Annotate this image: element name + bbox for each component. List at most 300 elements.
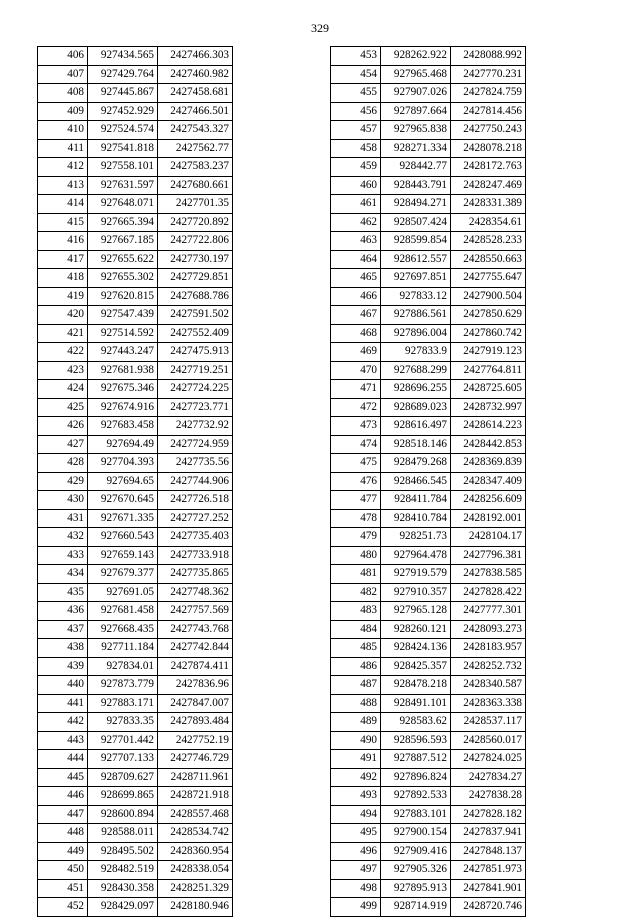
x-coordinate-cell: 927711.184 bbox=[88, 639, 158, 658]
y-coordinate-cell: 2427723.771 bbox=[158, 398, 233, 417]
point-number-cell: 440 bbox=[38, 676, 88, 695]
table-row bbox=[38, 620, 233, 639]
x-coordinate-cell: 927659.143 bbox=[88, 546, 158, 565]
y-coordinate-cell: 2427836.96 bbox=[158, 676, 233, 695]
point-number-cell: 496 bbox=[331, 842, 381, 861]
point-number-cell: 468 bbox=[331, 324, 381, 343]
point-number-cell: 414 bbox=[38, 195, 88, 214]
y-coordinate-cell: 2427729.851 bbox=[158, 269, 233, 288]
point-number-cell: 430 bbox=[38, 491, 88, 510]
x-coordinate-cell: 928491.101 bbox=[381, 694, 451, 713]
point-number-cell: 497 bbox=[331, 861, 381, 880]
table-row bbox=[38, 250, 233, 269]
point-number-cell: 446 bbox=[38, 787, 88, 806]
point-number-cell: 445 bbox=[38, 768, 88, 787]
y-coordinate-cell: 2427724.959 bbox=[158, 435, 233, 454]
x-coordinate-cell: 927631.597 bbox=[88, 176, 158, 195]
x-coordinate-cell: 928583.62 bbox=[381, 713, 451, 732]
x-coordinate-cell: 928424.136 bbox=[381, 639, 451, 658]
table-row bbox=[331, 768, 526, 787]
y-coordinate-cell: 2427851.973 bbox=[451, 861, 526, 880]
table-row bbox=[38, 158, 233, 177]
x-coordinate-cell: 928466.545 bbox=[381, 472, 451, 491]
y-coordinate-cell: 2427730.197 bbox=[158, 250, 233, 269]
x-coordinate-cell: 928482.519 bbox=[88, 861, 158, 880]
point-number-cell: 437 bbox=[38, 620, 88, 639]
table-row bbox=[38, 361, 233, 380]
x-coordinate-cell: 927907.026 bbox=[381, 84, 451, 103]
y-coordinate-cell: 2427900.504 bbox=[451, 287, 526, 306]
point-number-cell: 474 bbox=[331, 435, 381, 454]
x-coordinate-cell: 927524.574 bbox=[88, 121, 158, 140]
table-row bbox=[331, 509, 526, 528]
table-row bbox=[331, 102, 526, 121]
y-coordinate-cell: 2427688.786 bbox=[158, 287, 233, 306]
table-row bbox=[38, 583, 233, 602]
x-coordinate-cell: 928262.922 bbox=[381, 47, 451, 66]
x-coordinate-cell: 928429.097 bbox=[88, 898, 158, 917]
point-number-cell: 464 bbox=[331, 250, 381, 269]
x-coordinate-cell: 927895.913 bbox=[381, 879, 451, 898]
y-coordinate-cell: 2427680.661 bbox=[158, 176, 233, 195]
point-number-cell: 449 bbox=[38, 842, 88, 861]
x-coordinate-cell: 927429.764 bbox=[88, 65, 158, 84]
point-number-cell: 451 bbox=[38, 879, 88, 898]
table-row bbox=[38, 639, 233, 658]
y-coordinate-cell: 2428560.017 bbox=[451, 731, 526, 750]
point-number-cell: 409 bbox=[38, 102, 88, 121]
point-number-cell: 429 bbox=[38, 472, 88, 491]
y-coordinate-cell: 2427837.941 bbox=[451, 824, 526, 843]
y-coordinate-cell: 2428360.954 bbox=[158, 842, 233, 861]
y-coordinate-cell: 2428088.992 bbox=[451, 47, 526, 66]
y-coordinate-cell: 2427744.906 bbox=[158, 472, 233, 491]
x-coordinate-cell: 927883.101 bbox=[381, 805, 451, 824]
table-row bbox=[38, 546, 233, 565]
x-coordinate-cell: 927704.393 bbox=[88, 454, 158, 473]
y-coordinate-cell: 2428354.61 bbox=[451, 213, 526, 232]
y-coordinate-cell: 2427720.892 bbox=[158, 213, 233, 232]
x-coordinate-cell: 927679.377 bbox=[88, 565, 158, 584]
x-coordinate-cell: 928714.919 bbox=[381, 898, 451, 917]
table-row bbox=[331, 287, 526, 306]
x-coordinate-cell: 928479.268 bbox=[381, 454, 451, 473]
point-number-cell: 477 bbox=[331, 491, 381, 510]
table-row bbox=[38, 324, 233, 343]
table-row bbox=[331, 343, 526, 362]
table-row bbox=[331, 861, 526, 880]
x-coordinate-cell: 927892.533 bbox=[381, 787, 451, 806]
x-coordinate-cell: 928478.218 bbox=[381, 676, 451, 695]
x-coordinate-cell: 928612.557 bbox=[381, 250, 451, 269]
y-coordinate-cell: 2428093.273 bbox=[451, 620, 526, 639]
table-row bbox=[38, 380, 233, 399]
table-row bbox=[331, 306, 526, 325]
table-row bbox=[331, 65, 526, 84]
point-number-cell: 460 bbox=[331, 176, 381, 195]
y-coordinate-cell: 2428338.054 bbox=[158, 861, 233, 880]
y-coordinate-cell: 2428537.117 bbox=[451, 713, 526, 732]
table-row bbox=[331, 269, 526, 288]
table-row bbox=[38, 398, 233, 417]
point-number-cell: 490 bbox=[331, 731, 381, 750]
table-row bbox=[38, 417, 233, 436]
x-coordinate-cell: 928443.791 bbox=[381, 176, 451, 195]
y-coordinate-cell: 2427828.422 bbox=[451, 583, 526, 602]
y-coordinate-cell: 2428557.468 bbox=[158, 805, 233, 824]
y-coordinate-cell: 2427770.231 bbox=[451, 65, 526, 84]
point-number-cell: 470 bbox=[331, 361, 381, 380]
table-row bbox=[331, 620, 526, 639]
table-row bbox=[331, 417, 526, 436]
table-row bbox=[38, 509, 233, 528]
table-row bbox=[38, 713, 233, 732]
y-coordinate-cell: 2427828.182 bbox=[451, 805, 526, 824]
y-coordinate-cell: 2427722.806 bbox=[158, 232, 233, 251]
x-coordinate-cell: 927965.468 bbox=[381, 65, 451, 84]
table-row bbox=[331, 250, 526, 269]
x-coordinate-cell: 927909.416 bbox=[381, 842, 451, 861]
x-coordinate-cell: 927452.929 bbox=[88, 102, 158, 121]
y-coordinate-cell: 2427735.56 bbox=[158, 454, 233, 473]
table-row bbox=[38, 805, 233, 824]
point-number-cell: 418 bbox=[38, 269, 88, 288]
y-coordinate-cell: 2428252.732 bbox=[451, 657, 526, 676]
x-coordinate-cell: 928251.73 bbox=[381, 528, 451, 547]
y-coordinate-cell: 2428363.338 bbox=[451, 694, 526, 713]
point-number-cell: 469 bbox=[331, 343, 381, 362]
table-row bbox=[38, 824, 233, 843]
y-coordinate-cell: 2428340.587 bbox=[451, 676, 526, 695]
point-number-cell: 408 bbox=[38, 84, 88, 103]
y-coordinate-cell: 2427814.456 bbox=[451, 102, 526, 121]
y-coordinate-cell: 2427543.327 bbox=[158, 121, 233, 140]
x-coordinate-cell: 928495.502 bbox=[88, 842, 158, 861]
y-coordinate-cell: 2428732.997 bbox=[451, 398, 526, 417]
y-coordinate-cell: 2427848.137 bbox=[451, 842, 526, 861]
y-coordinate-cell: 2427735.865 bbox=[158, 565, 233, 584]
point-number-cell: 415 bbox=[38, 213, 88, 232]
x-coordinate-cell: 927675.346 bbox=[88, 380, 158, 399]
y-coordinate-cell: 2427850.629 bbox=[451, 306, 526, 325]
x-coordinate-cell: 927620.815 bbox=[88, 287, 158, 306]
x-coordinate-cell: 927668.435 bbox=[88, 620, 158, 639]
x-coordinate-cell: 927910.357 bbox=[381, 583, 451, 602]
table-row bbox=[331, 898, 526, 917]
x-coordinate-cell: 927514.592 bbox=[88, 324, 158, 343]
y-coordinate-cell: 2427732.92 bbox=[158, 417, 233, 436]
point-number-cell: 495 bbox=[331, 824, 381, 843]
y-coordinate-cell: 2428104.17 bbox=[451, 528, 526, 547]
table-row bbox=[38, 454, 233, 473]
y-coordinate-cell: 2427834.27 bbox=[451, 768, 526, 787]
table-row bbox=[331, 879, 526, 898]
table-row bbox=[38, 565, 233, 584]
point-number-cell: 428 bbox=[38, 454, 88, 473]
table-row bbox=[38, 343, 233, 362]
x-coordinate-cell: 928410.784 bbox=[381, 509, 451, 528]
x-coordinate-cell: 928260.121 bbox=[381, 620, 451, 639]
y-coordinate-cell: 2427719.251 bbox=[158, 361, 233, 380]
x-coordinate-cell: 928689.023 bbox=[381, 398, 451, 417]
x-coordinate-cell: 927691.05 bbox=[88, 583, 158, 602]
point-number-cell: 436 bbox=[38, 602, 88, 621]
table-row bbox=[38, 269, 233, 288]
point-number-cell: 453 bbox=[331, 47, 381, 66]
x-coordinate-cell: 928588.011 bbox=[88, 824, 158, 843]
point-number-cell: 454 bbox=[331, 65, 381, 84]
point-number-cell: 492 bbox=[331, 768, 381, 787]
point-number-cell: 486 bbox=[331, 657, 381, 676]
point-number-cell: 478 bbox=[331, 509, 381, 528]
point-number-cell: 448 bbox=[38, 824, 88, 843]
x-coordinate-cell: 927833.35 bbox=[88, 713, 158, 732]
point-number-cell: 413 bbox=[38, 176, 88, 195]
x-coordinate-cell: 928430.358 bbox=[88, 879, 158, 898]
y-coordinate-cell: 2428347.409 bbox=[451, 472, 526, 491]
point-number-cell: 467 bbox=[331, 306, 381, 325]
point-number-cell: 456 bbox=[331, 102, 381, 121]
x-coordinate-cell: 927965.128 bbox=[381, 602, 451, 621]
point-number-cell: 479 bbox=[331, 528, 381, 547]
table-row bbox=[38, 676, 233, 695]
x-coordinate-cell: 927886.561 bbox=[381, 306, 451, 325]
y-coordinate-cell: 2428534.742 bbox=[158, 824, 233, 843]
x-coordinate-cell: 927688.299 bbox=[381, 361, 451, 380]
y-coordinate-cell: 2428180.946 bbox=[158, 898, 233, 917]
point-number-cell: 458 bbox=[331, 139, 381, 158]
y-coordinate-cell: 2428172.763 bbox=[451, 158, 526, 177]
point-number-cell: 406 bbox=[38, 47, 88, 66]
table-row bbox=[38, 694, 233, 713]
point-number-cell: 411 bbox=[38, 139, 88, 158]
y-coordinate-cell: 2428256.609 bbox=[451, 491, 526, 510]
table-row bbox=[38, 768, 233, 787]
point-number-cell: 420 bbox=[38, 306, 88, 325]
point-number-cell: 457 bbox=[331, 121, 381, 140]
point-number-cell: 441 bbox=[38, 694, 88, 713]
table-row bbox=[331, 565, 526, 584]
point-number-cell: 407 bbox=[38, 65, 88, 84]
x-coordinate-cell: 927681.458 bbox=[88, 602, 158, 621]
point-number-cell: 452 bbox=[38, 898, 88, 917]
x-coordinate-cell: 927667.185 bbox=[88, 232, 158, 251]
x-coordinate-cell: 927883.171 bbox=[88, 694, 158, 713]
coordinates-table-left bbox=[37, 46, 233, 917]
table-row bbox=[38, 306, 233, 325]
table-row bbox=[331, 361, 526, 380]
point-number-cell: 489 bbox=[331, 713, 381, 732]
point-number-cell: 491 bbox=[331, 750, 381, 769]
y-coordinate-cell: 2427824.025 bbox=[451, 750, 526, 769]
point-number-cell: 416 bbox=[38, 232, 88, 251]
y-coordinate-cell: 2428721.918 bbox=[158, 787, 233, 806]
y-coordinate-cell: 2428442.853 bbox=[451, 435, 526, 454]
y-coordinate-cell: 2428725.605 bbox=[451, 380, 526, 399]
x-coordinate-cell: 927896.004 bbox=[381, 324, 451, 343]
table-row bbox=[38, 121, 233, 140]
table-row bbox=[331, 824, 526, 843]
y-coordinate-cell: 2427893.484 bbox=[158, 713, 233, 732]
table-row bbox=[38, 102, 233, 121]
table-row bbox=[38, 861, 233, 880]
point-number-cell: 471 bbox=[331, 380, 381, 399]
x-coordinate-cell: 928411.784 bbox=[381, 491, 451, 510]
point-number-cell: 472 bbox=[331, 398, 381, 417]
y-coordinate-cell: 2427755.647 bbox=[451, 269, 526, 288]
x-coordinate-cell: 927965.838 bbox=[381, 121, 451, 140]
x-coordinate-cell: 928600.894 bbox=[88, 805, 158, 824]
x-coordinate-cell: 928507.424 bbox=[381, 213, 451, 232]
point-number-cell: 421 bbox=[38, 324, 88, 343]
y-coordinate-cell: 2428183.957 bbox=[451, 639, 526, 658]
y-coordinate-cell: 2427748.362 bbox=[158, 583, 233, 602]
x-coordinate-cell: 928616.497 bbox=[381, 417, 451, 436]
x-coordinate-cell: 928271.334 bbox=[381, 139, 451, 158]
point-number-cell: 438 bbox=[38, 639, 88, 658]
y-coordinate-cell: 2427475.913 bbox=[158, 343, 233, 362]
table-row bbox=[331, 232, 526, 251]
table-row bbox=[38, 195, 233, 214]
table-row bbox=[38, 602, 233, 621]
x-coordinate-cell: 927964.478 bbox=[381, 546, 451, 565]
point-number-cell: 450 bbox=[38, 861, 88, 880]
y-coordinate-cell: 2428528.233 bbox=[451, 232, 526, 251]
table-row bbox=[331, 602, 526, 621]
x-coordinate-cell: 927655.622 bbox=[88, 250, 158, 269]
x-coordinate-cell: 927434.565 bbox=[88, 47, 158, 66]
table-row bbox=[38, 787, 233, 806]
point-number-cell: 482 bbox=[331, 583, 381, 602]
table-row bbox=[38, 84, 233, 103]
y-coordinate-cell: 2427733.918 bbox=[158, 546, 233, 565]
x-coordinate-cell: 927443.247 bbox=[88, 343, 158, 362]
y-coordinate-cell: 2427796.381 bbox=[451, 546, 526, 565]
table-row bbox=[331, 398, 526, 417]
y-coordinate-cell: 2427735.403 bbox=[158, 528, 233, 547]
x-coordinate-cell: 927707.133 bbox=[88, 750, 158, 769]
x-coordinate-cell: 928596.593 bbox=[381, 731, 451, 750]
x-coordinate-cell: 927873.779 bbox=[88, 676, 158, 695]
table-row bbox=[331, 158, 526, 177]
y-coordinate-cell: 2427466.303 bbox=[158, 47, 233, 66]
table-row bbox=[331, 121, 526, 140]
point-number-cell: 475 bbox=[331, 454, 381, 473]
table-row bbox=[38, 472, 233, 491]
table-row bbox=[331, 676, 526, 695]
y-coordinate-cell: 2428247.469 bbox=[451, 176, 526, 195]
x-coordinate-cell: 927445.867 bbox=[88, 84, 158, 103]
x-coordinate-cell: 927547.439 bbox=[88, 306, 158, 325]
page-number: 329 bbox=[311, 21, 329, 35]
x-coordinate-cell: 927896.824 bbox=[381, 768, 451, 787]
x-coordinate-cell: 927694.49 bbox=[88, 435, 158, 454]
x-coordinate-cell: 927541.818 bbox=[88, 139, 158, 158]
table-row bbox=[331, 583, 526, 602]
x-coordinate-cell: 927694.65 bbox=[88, 472, 158, 491]
y-coordinate-cell: 2427874.411 bbox=[158, 657, 233, 676]
point-number-cell: 447 bbox=[38, 805, 88, 824]
point-number-cell: 461 bbox=[331, 195, 381, 214]
table-row bbox=[331, 750, 526, 769]
x-coordinate-cell: 928425.357 bbox=[381, 657, 451, 676]
table-row bbox=[38, 232, 233, 251]
point-number-cell: 459 bbox=[331, 158, 381, 177]
y-coordinate-cell: 2427757.569 bbox=[158, 602, 233, 621]
y-coordinate-cell: 2427860.742 bbox=[451, 324, 526, 343]
point-number-cell: 410 bbox=[38, 121, 88, 140]
table-row bbox=[331, 472, 526, 491]
point-number-cell: 442 bbox=[38, 713, 88, 732]
table-row bbox=[38, 213, 233, 232]
point-number-cell: 455 bbox=[331, 84, 381, 103]
x-coordinate-cell: 927919.579 bbox=[381, 565, 451, 584]
y-coordinate-cell: 2427727.252 bbox=[158, 509, 233, 528]
table-row bbox=[331, 454, 526, 473]
x-coordinate-cell: 927887.512 bbox=[381, 750, 451, 769]
y-coordinate-cell: 2428192.001 bbox=[451, 509, 526, 528]
x-coordinate-cell: 928599.854 bbox=[381, 232, 451, 251]
y-coordinate-cell: 2427847.007 bbox=[158, 694, 233, 713]
x-coordinate-cell: 927670.645 bbox=[88, 491, 158, 510]
table-row bbox=[331, 528, 526, 547]
x-coordinate-cell: 928709.627 bbox=[88, 768, 158, 787]
point-number-cell: 424 bbox=[38, 380, 88, 399]
x-coordinate-cell: 928696.255 bbox=[381, 380, 451, 399]
table-row bbox=[38, 750, 233, 769]
y-coordinate-cell: 2427746.729 bbox=[158, 750, 233, 769]
x-coordinate-cell: 927674.916 bbox=[88, 398, 158, 417]
table-row bbox=[38, 139, 233, 158]
x-coordinate-cell: 927833.9 bbox=[381, 343, 451, 362]
point-number-cell: 435 bbox=[38, 583, 88, 602]
point-number-cell: 481 bbox=[331, 565, 381, 584]
table-row bbox=[331, 195, 526, 214]
point-number-cell: 493 bbox=[331, 787, 381, 806]
table-row bbox=[38, 657, 233, 676]
table-row bbox=[38, 176, 233, 195]
point-number-cell: 426 bbox=[38, 417, 88, 436]
point-number-cell: 487 bbox=[331, 676, 381, 695]
point-number-cell: 480 bbox=[331, 546, 381, 565]
point-number-cell: 499 bbox=[331, 898, 381, 917]
y-coordinate-cell: 2428550.663 bbox=[451, 250, 526, 269]
x-coordinate-cell: 927900.154 bbox=[381, 824, 451, 843]
x-coordinate-cell: 927701.442 bbox=[88, 731, 158, 750]
table-row bbox=[331, 435, 526, 454]
table-row bbox=[331, 713, 526, 732]
coordinates-table-right bbox=[330, 46, 526, 917]
point-number-cell: 498 bbox=[331, 879, 381, 898]
point-number-cell: 419 bbox=[38, 287, 88, 306]
x-coordinate-cell: 927905.326 bbox=[381, 861, 451, 880]
point-number-cell: 423 bbox=[38, 361, 88, 380]
point-number-cell: 417 bbox=[38, 250, 88, 269]
y-coordinate-cell: 2428078.218 bbox=[451, 139, 526, 158]
x-coordinate-cell: 927665.394 bbox=[88, 213, 158, 232]
table-row bbox=[38, 731, 233, 750]
point-number-cell: 494 bbox=[331, 805, 381, 824]
y-coordinate-cell: 2428369.839 bbox=[451, 454, 526, 473]
x-coordinate-cell: 927648.071 bbox=[88, 195, 158, 214]
point-number-cell: 465 bbox=[331, 269, 381, 288]
table-row bbox=[331, 546, 526, 565]
table-row bbox=[331, 47, 526, 66]
point-number-cell: 462 bbox=[331, 213, 381, 232]
y-coordinate-cell: 2427726.518 bbox=[158, 491, 233, 510]
point-number-cell: 425 bbox=[38, 398, 88, 417]
y-coordinate-cell: 2428331.389 bbox=[451, 195, 526, 214]
